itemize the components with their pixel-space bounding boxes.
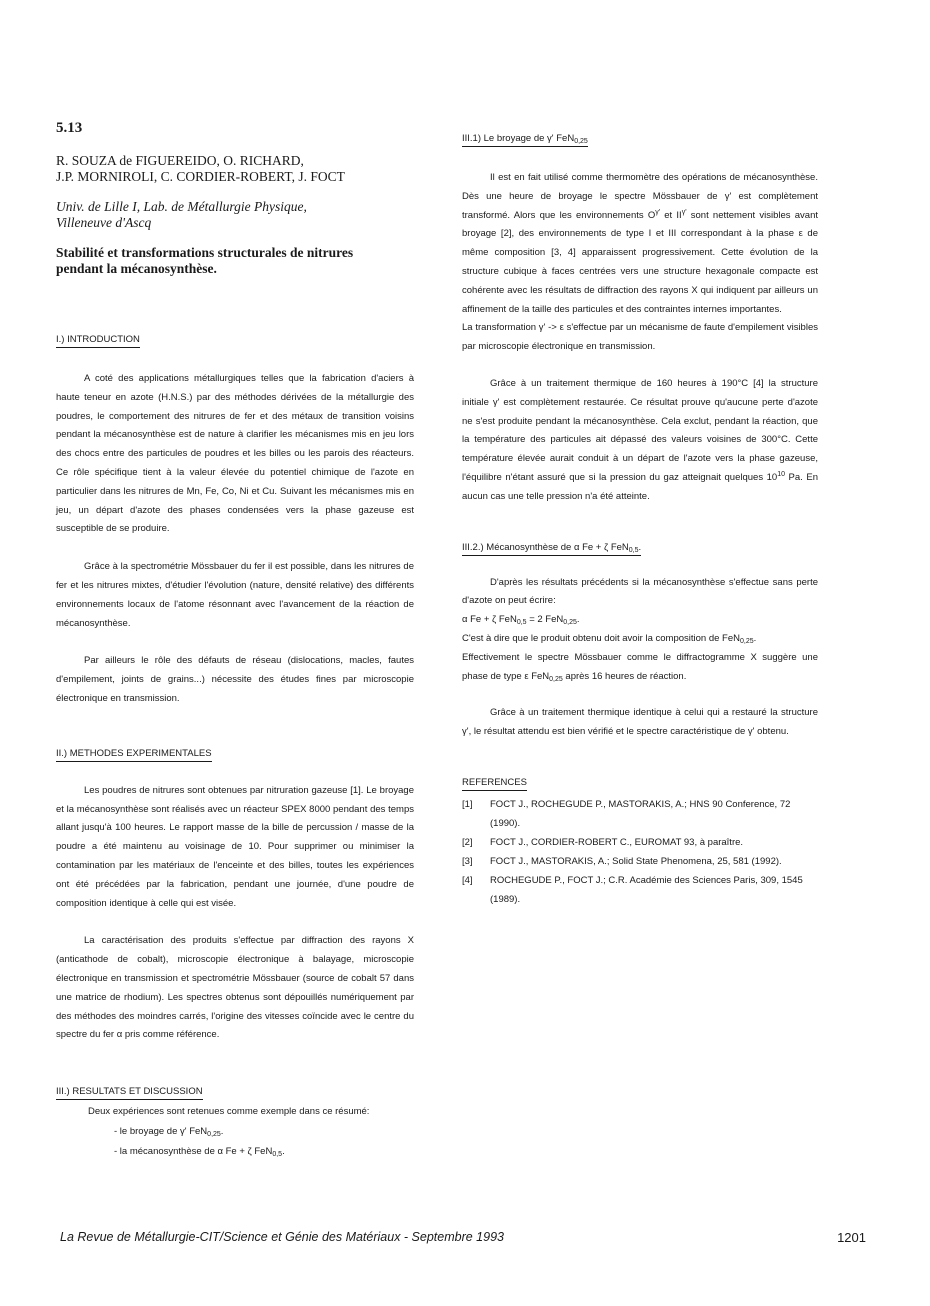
references-list: [462, 795, 818, 909]
reference-item: [2] FOCT J., CORDIER-ROBERT C., EUROMAT 93, à paraître.: [462, 836, 744, 848]
methods-heading: II.) METHODES EXPERIMENTALES: [56, 747, 212, 762]
section32-paragraph: D'après les résultats précédents si la mécanosynthèse s'effectue sans perte d'azote on peut écrire:: [462, 576, 818, 607]
reference-item: [1] FOCT J., ROCHEGUDE P., MASTORAKIS, A.; HNS 90 Conference, 72 (1990).: [462, 798, 791, 829]
section32-paragraph: Effectivement le spectre Mössbauer comme le diffractogramme X suggère une phase de type ε FeN$_{0,25}$ après 16 heures de réaction.: [462, 651, 818, 683]
reference-item: [3] FOCT J., MASTORAKIS, A.; Solid State Phenomena, 25, 581 (1992).: [462, 855, 782, 867]
reference-item: [4] ROCHEGUDE P., FOCT J.; C.R. Académie des Sciences Paris, 309, 1545 (1989).: [462, 874, 803, 905]
experiment-item: - la mécanosynthèse de α Fe + ζ FeN$_{0,5}$.: [114, 1146, 285, 1158]
section31-paragraph: Il est en fait utilisé comme thermomètre des opérations de mécanosynthèse. Dès une heure de broyage le spectre Mössbauer de γ' est complètement transformé. Alors que les environnements $O^{\gamma'}$ et $II^{\gamma'}$ sont nettement visibles avant broyage [2], des environnements de type I et III correspondant à la phase ε de même composition [3, 4] apparaissent progressivement. Cette évolution de la structure cubique à faces centrées vers une structure hexagonale compacte est cohérente avec les résultats de diffraction des rayons X qui indiquent par ailleurs un affinement de la taille des particules et des contraintes internes importantes.: [462, 172, 818, 315]
affiliation-line: Univ. de Lille I, Lab. de Métallurgie Physique,: [56, 199, 307, 214]
title-line: Stabilité et transformations structurales de nitrures: [56, 245, 354, 260]
section32-paragraph: Grâce à un traitement thermique identique à celui qui a restauré la structure γ', le résultat attendu est bien vérifié et le spectre caractéristique de γ' obtenu.: [462, 707, 818, 738]
authors-line: R. SOUZA de FIGUEREIDO, O. RICHARD,: [56, 153, 304, 168]
methods-paragraph: Les poudres de nitrures sont obtenues par nitruration gazeuse [1]. Le broyage et la mécanosynthèse sont réalisés avec un réacteur SPEX 8000 pendant des temps allant jusqu'à 100 heures. Le rapport masse de la bille de percussion / masse de la poudre a été maintenu au voisinage de 10. Pour supprimer ou minimiser la contamination par les matériaux de l'enceinte et des billes, toutes les expériences ont été précédées par la fabrication, pendant une journée, d'une poudre de composition identique à celle qui est visée.: [56, 784, 414, 909]
affiliation: [56, 199, 414, 231]
right-column: [462, 128, 818, 909]
results-intro: Deux expériences sont retenues comme exemple dans ce résumé:: [88, 1106, 370, 1117]
section32-paragraph: C'est à dire que le produit obtenu doit avoir la composition de FeN$_{0,25}$.: [462, 632, 757, 645]
results-heading: III.) RESULTATS ET DISCUSSION: [56, 1085, 203, 1100]
section32-heading: III.2.) Mécanosynthèse de α Fe + ζ FeN$_{0,5}$.: [462, 541, 642, 554]
journal-footer: La Revue de Métallurgie-CIT/Science et Génie des Matériaux - Septembre 1993: [60, 1230, 504, 1244]
methods-paragraph: La caractérisation des produits s'effectue par diffraction des rayons X (anticathode de cobalt), microscopie électronique à balayage, microscopie électronique en transmission et spectrométrie Mössbauer (source de cobalt 57 dans une matrice de rhodium). Les spectres obtenus sont dépouillés numériquement par des méthodes des moindres carrés, l'origine des vitesses coïncide avec le centre du spectre du fer α pris comme référence.: [56, 935, 414, 1041]
reaction-formula: α Fe + ζ FeN$_{0,5}$ = 2 FeN$_{0,25}$.: [462, 614, 580, 627]
page-number: 1201: [837, 1230, 866, 1245]
intro-paragraph: Par ailleurs le rôle des défauts de réseau (dislocations, macles, fautes d'empilement, joints de grains...) nécessite des études fines par microscopie électronique en transmission.: [56, 655, 414, 704]
authors: [56, 153, 414, 185]
section31-paragraph: Grâce à un traitement thermique de 160 heures à 190°C [4] la structure initiale γ' est complètement restaurée. Ce résultat prouve qu'aucune perte d'azote ne s'est produite pendant la mécanosynthèse. Cela exclut, pendant la réaction, que la température des particules ait dépassé des valeurs voisines de 300°C. Cette température élevée aurait conduit à un départ de l'azote vers la phase gazeuse, l'équilibre n'étant assuré que si la pression du gaz atteignait quelques $10^{10}$ Pa. En aucun cas une telle pression n'a été atteinte.: [462, 377, 818, 502]
intro-heading: I.) INTRODUCTION: [56, 333, 140, 348]
section-number: 5.13: [56, 120, 83, 136]
intro-paragraph: A coté des applications métallurgiques telles que la fabrication d'aciers à haute teneur en azote (H.N.S.) par des méthodes dérivées de la métallurgie des poudres, le comportement des nitrures de fer et des métaux de transition voisins pendant la mécanosynthèse est de nature à clarifier les mécanismes mis en jeu lors des chocs entre des particules de poudres et les billes ou les parois des réacteurs. Ce rôle spécifique tient à la valeur élevée du potentiel chimique de l'azote en particulier dans les nitrures de Mn, Fe, Co, Ni et Cu. Suivant les mécanismes mis en jeu, un départ d'azote des phases condensées vers la phase gazeuse est susceptible de se produire.: [56, 373, 414, 535]
left-column: [56, 120, 414, 1100]
section31-heading: III.1) Le broyage de γ' FeN$_{0,25}$: [462, 133, 588, 145]
references-heading: REFERENCES: [462, 776, 527, 791]
results-intro-block: [88, 1102, 418, 1162]
intro-paragraph: Grâce à la spectrométrie Mössbauer du fer il est possible, dans les nitrures de fer et les nitrures mixtes, d'étudier l'évolution (nature, densité relative) des différents environnements locaux de l'atome résonnant avec l'avancement de la réaction de mécanosynthèse.: [56, 561, 414, 629]
paper-title: [56, 245, 414, 277]
section31-paragraph: La transformation γ' -> ε s'effectue par un mécanisme de faute d'empilement visibles par microscopie électronique en transmission.: [462, 322, 818, 353]
title-line: pendant la mécanosynthèse.: [56, 261, 217, 276]
authors-line: J.P. MORNIROLI, C. CORDIER-ROBERT, J. FOCT: [56, 169, 345, 184]
affiliation-line: Villeneuve d'Ascq: [56, 215, 152, 230]
experiment-item: - le broyage de γ' FeN$_{0,25}$.: [114, 1126, 224, 1138]
